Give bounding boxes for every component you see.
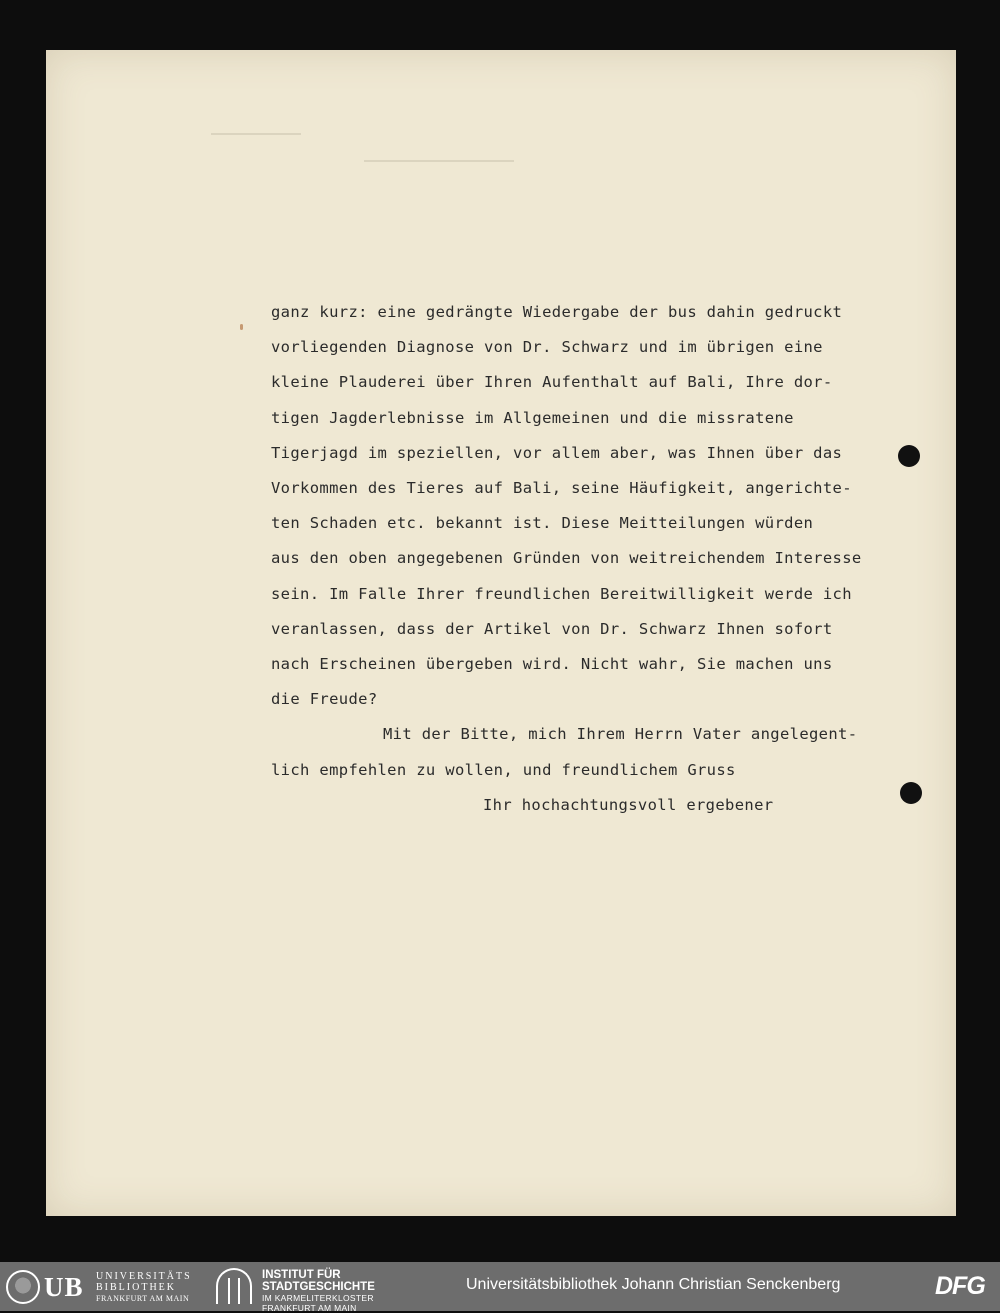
signature-line: Ihr hochachtungsvoll ergebener bbox=[483, 795, 774, 814]
isg-line-1: INSTITUT FÜR bbox=[262, 1269, 341, 1281]
dfg-logo[interactable]: DFG bbox=[935, 1272, 985, 1300]
letter-line: Tigerjagd im speziellen, vor allem aber, was Ihnen über das bbox=[271, 443, 843, 462]
arch-icon bbox=[216, 1268, 252, 1304]
isg-line-3: IM KARMELITERKLOSTER bbox=[262, 1293, 374, 1303]
ub-logo[interactable] bbox=[6, 1270, 206, 1304]
letter-line: Vorkommen des Tieres auf Bali, seine Häufigkeit, angerichte- bbox=[271, 479, 852, 498]
letter-line: vorliegenden Diagnose von Dr. Schwarz und im übrigen eine bbox=[271, 338, 823, 357]
bleed-through-mark bbox=[211, 133, 301, 135]
letter-page bbox=[46, 50, 956, 1216]
paper-stain bbox=[240, 324, 243, 330]
letter-line: aus den oben angegebenen Gründen von weitreichendem Interesse bbox=[271, 549, 862, 568]
letter-line: ten Schaden etc. bekannt ist. Diese Meitteilungen würden bbox=[271, 514, 814, 533]
ub-line-1: UNIVERSITÄTS bbox=[96, 1271, 192, 1282]
isg-line-2: STADTGESCHICHTE bbox=[262, 1281, 375, 1293]
viewer-footer bbox=[0, 1262, 1000, 1311]
letter-line: tigen Jagderlebnisse im Allgemeinen und die missratene bbox=[271, 408, 794, 427]
letter-line: ganz kurz: eine gedrängte Wiedergabe der bus dahin gedruckt bbox=[271, 303, 843, 321]
letter-line: sein. Im Falle Ihrer freundlichen Bereitwilligkeit werde ich bbox=[271, 584, 852, 603]
letter-line: kleine Plauderei über Ihren Aufenthalt auf Bali, Ihre dor- bbox=[271, 373, 833, 392]
closing-line: lich empfehlen zu wollen, und freundlichem Gruss bbox=[271, 760, 736, 779]
ub-text bbox=[96, 1271, 192, 1304]
closing-line: Mit der Bitte, mich Ihrem Herrn Vater angelegent- bbox=[383, 725, 858, 744]
isg-logo[interactable] bbox=[216, 1268, 416, 1313]
letter-line: nach Erscheinen übergeben wird. Nicht wahr, Sie machen uns bbox=[271, 655, 833, 674]
ub-letters: UB bbox=[44, 1272, 84, 1302]
letter-line: veranlassen, dass der Artikel von Dr. Schwarz Ihnen sofort bbox=[271, 619, 833, 638]
ub-line-2: BIBLIOTHEK bbox=[96, 1282, 176, 1293]
library-name: Universitätsbibliothek Johann Christian Senckenberg bbox=[466, 1276, 841, 1293]
ub-line-3: FRANKFURT AM MAIN bbox=[96, 1294, 190, 1303]
isg-text bbox=[262, 1269, 375, 1313]
letter-body bbox=[271, 295, 961, 823]
ub-seal-icon bbox=[6, 1270, 40, 1304]
bleed-through-mark bbox=[364, 160, 514, 162]
isg-line-4: FRANKFURT AM MAIN bbox=[262, 1303, 357, 1313]
letter-line: die Freude? bbox=[271, 690, 378, 709]
